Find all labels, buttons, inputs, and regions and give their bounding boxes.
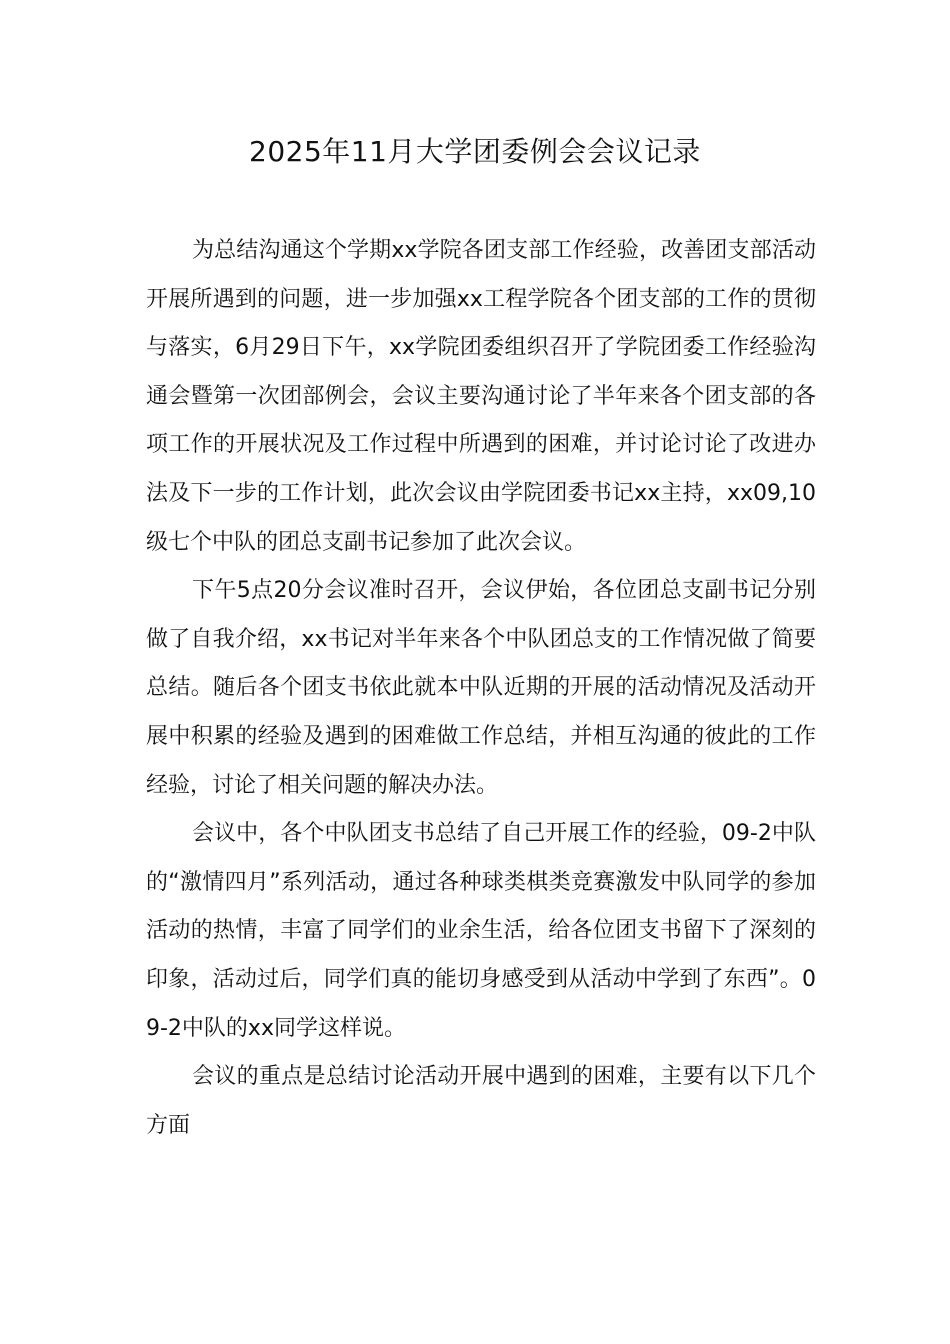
- paragraph-1: 为总结沟通这个学期xx学院各团支部工作经验，改善团支部活动开展所遇到的问题，进一步加强xx工程学院各个团支部的工作的贯彻与落实，6月29日下午，xx学院团委组织召开了学院团委工作经验沟通会暨第一次团部例会，会议主要沟通讨论了半年来各个团支部的各项工作的开展状况及工作过程中所遇到的困难，并讨论讨论了改进办法及下一步的工作计划，此次会议由学院团委书记xx主持，xx09,10级七个中队的团总支副书记参加了此次会议。: [146, 238, 816, 555]
- document-title: 2025年11月大学团委例会会议记录: [249, 135, 701, 168]
- paragraph-3: 会议中，各个中队团支书总结了自己开展工作的经验，09-2中队的“激情四月”系列活动，通过各种球类棋类竞赛激发中队同学的参加活动的热情，丰富了同学们的业余生活，给各位团支书留下了深刻的印象，活动过后，同学们真的能切身感受到从活动中学到了东西”。09-2中队的xx同学这样说。: [146, 821, 816, 1041]
- paragraph-4: 会议的重点是总结讨论活动开展中遇到的困难，主要有以下几个方面: [146, 1064, 816, 1138]
- document-body: [146, 227, 816, 1150]
- paragraph-2: 下午5点20分会议准时召开，会议伊始，各位团总支副书记分别做了自我介绍，xx书记对半年来各个中队团总支的工作情况做了简要总结。随后各个团支书依此就本中队近期的开展的活动情况及活动开展中积累的经验及遇到的困难做工作总结，并相互沟通的彼此的工作经验，讨论了相关问题的解决办法。: [146, 578, 816, 798]
